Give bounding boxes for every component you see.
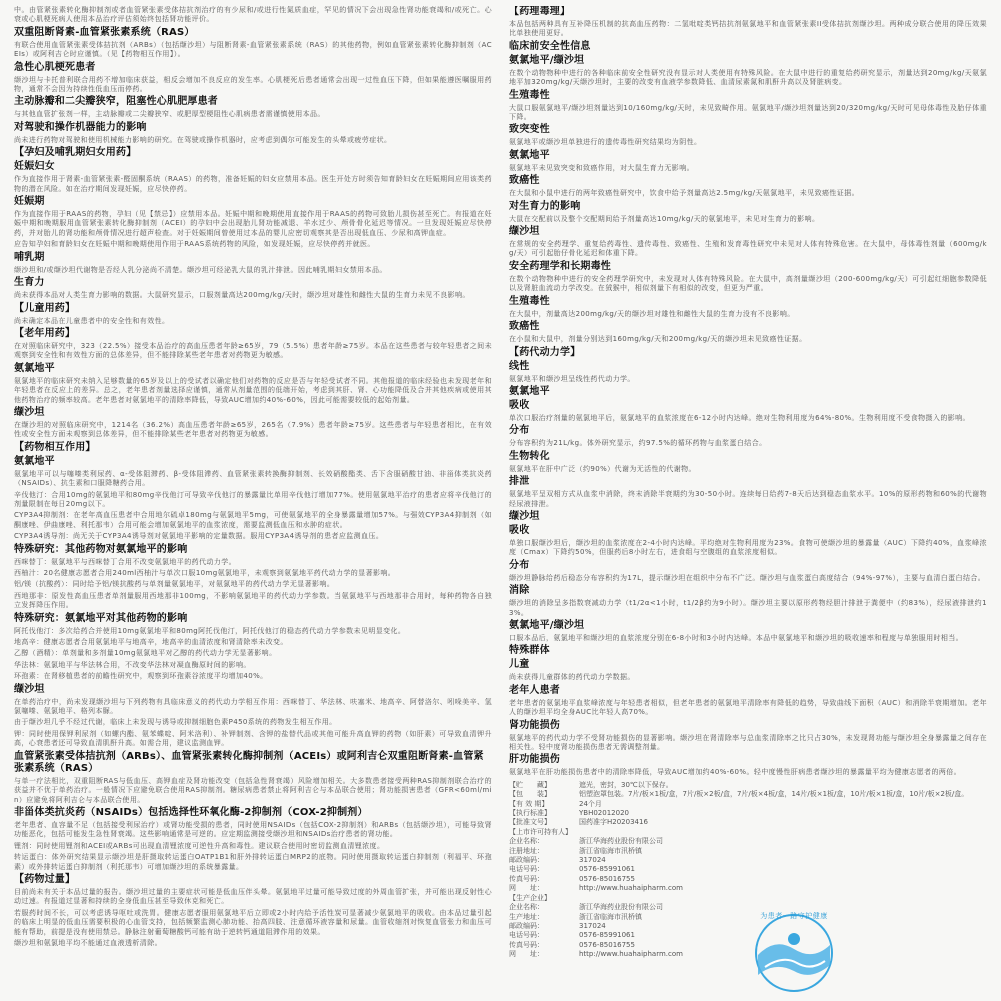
paragraph: 老年患者的氨氯地平血浆峰浓度与年轻患者相似，但老年患者的氨氯地平清除率有降低的趋势，导致曲线下面积（AUC）和消除半衰期增加。老年人的缬沙坦平均全身AUC比年轻人高70%。 <box>509 698 987 717</box>
paragraph: 有联合使用血管紧张素受体拮抗剂（ARBs）（包括缬沙坦）与阻断肾素-血管紧张素系统（RAS）的其他药物，例如血管紧张素转化酶抑制剂（ACEIs）或阿利吉仑时应谨慎。（见【药物相互作用】）。 <box>14 40 492 59</box>
product-info-row <box>509 790 987 799</box>
product-info-row <box>509 828 987 837</box>
section-heading: 特殊群体 <box>509 645 550 657</box>
product-info-row <box>509 894 987 903</box>
paragraph: 尚未获得本品对人类生育力影响的数据。大鼠研究显示，口服剂量高达200mg/kg/天时，缬沙坦对雄性和雌性大鼠的生育力未见不良影响。 <box>14 291 470 300</box>
section-heading: 主动脉瓣和二尖瓣狭窄，阻塞性心肌肥厚患者 <box>14 96 218 108</box>
product-info-label: 【批准文号】 <box>509 818 551 827</box>
left-column <box>14 6 492 995</box>
section-heading: 【药物相互作用】 <box>14 441 96 453</box>
section-heading: 线性 <box>509 360 530 372</box>
product-info-value: 317024 <box>579 921 606 930</box>
paragraph: 铝/镁（抗酸药）：同时给予铝/镁抗酸药与单剂量氨氯地平，对氨氯地平的药代动力学无显著影响。 <box>14 580 335 589</box>
paragraph: 氨氯地平的临床研究未纳入足够数量的65岁及以上的受试者以确定他们对药物的反应是否与年轻受试者不同。其他报道的临床经验也未发现老年和年轻患者在反应上的差异。总之，老年患者剂量选择应谨慎，通常从剂量范围的低端开始，考虑到其肝、肾、心功能降低及合并其他疾病或使用其他药物治疗的频率较高。老年患者对氨氯地平的清除率降低，导致AUC增加约40%-60%，因此可能需要较低的起始剂量。 <box>14 376 492 404</box>
product-info-value: 浙江省临海市汛桥镇 <box>579 912 642 921</box>
section-heading: 吸收 <box>509 399 530 411</box>
product-info-value <box>579 828 987 837</box>
paragraph: 氨氯地平和缬沙坦呈线性药代动力学。 <box>509 374 635 383</box>
section-heading: 儿童 <box>509 659 530 671</box>
section-heading: 血管紧张素受体拮抗剂（ARBs）、血管紧张素转化酶抑制剂（ACEIs）或阿利吉仑双重阻断肾素-血管紧张素系统（RAS） <box>14 750 484 774</box>
paragraph: 由于缬沙坦几乎不经过代谢，临床上未发现与诱导或抑制细胞色素P450系统的药物发生相互作用。 <box>14 718 337 727</box>
paragraph: 单独口服缬沙坦后，缬沙坦的血浆浓度在2-4小时内达峰。平均绝对生物利用度为23%。食物可使缬沙坦的暴露量（AUC）下降约40%，血浆峰浓度（Cmax）下降约50%，但服药后8小时左右，进食组与空腹组的血浆浓度相似。 <box>509 538 987 557</box>
product-info-label: 【贮 藏】 <box>509 780 551 789</box>
product-info-label: 电话号码： <box>509 865 544 874</box>
product-info-row <box>509 847 987 856</box>
paragraph: 西咪替丁：氨氯地平与西咪替丁合用不改变氨氯地平的药代动力学。 <box>14 557 236 566</box>
product-info-label: 网 址： <box>509 884 544 893</box>
product-info-value: 浙江省临海市汛桥镇 <box>579 846 642 855</box>
section-heading: 双重阻断肾素-血管紧张素系统（RAS） <box>14 26 195 38</box>
paragraph: 缬沙坦的消除呈多指数衰减动力学（t1/2α<1小时，t1/2β约为9小时）。缬沙坦主要以原形药物经胆汁排泄于粪便中（约83%），经尿液排泄约13%。 <box>509 599 987 617</box>
product-info-value: 0576-85016755 <box>579 940 635 949</box>
section-heading: 【药理毒理】 <box>509 6 571 17</box>
section-heading: 致癌性 <box>509 175 540 187</box>
section-heading: 致突变性 <box>509 124 550 136</box>
paragraph: 在单药治疗中，尚未发现缬沙坦与下列药物有具临床意义的药代动力学相互作用：西咪替丁、华法林、呋塞米、地高辛、阿替洛尔、吲哚美辛、氢氯噻嗪、氨氯地平、格列本脲。 <box>14 697 492 716</box>
product-info-value: 0576-85991061 <box>579 931 635 940</box>
paragraph: 老年患者、血容量不足（包括接受利尿治疗）或肾功能受损的患者，同时使用NSAIDs（包括COX-2抑制剂）和ARBs（包括缬沙坦），可能导致肾功能恶化，包括可能发生急性肾衰竭。这些影响通常是可逆的。应定期监测接受缬沙坦和NSAIDs治疗患者的肾功能。 <box>14 820 492 839</box>
paragraph: 口服本品后，氨氯地平和缬沙坦的血浆浓度分别在6-8小时和3小时内达峰。本品中氨氯地平和缬沙坦的吸收速率和程度与单独服用时相当。 <box>509 633 964 642</box>
paragraph: 尚未确定本品在儿童患者中的安全性和有效性。 <box>14 316 170 325</box>
product-info-row <box>509 781 987 790</box>
paragraph: 中。由管紧张素转化酶抑制剂或者血管紧张素受体拮抗剂治疗的有少尿和/或进行性氮质血症，罕见的情况下会出现急性肾功能衰竭和/或死亡。心衰或心肌梗死病人使用本品治疗评估须始终包括肾功能评价。 <box>14 6 492 24</box>
product-info-label: 传真号码： <box>509 874 544 883</box>
product-info-value: 0576-85016755 <box>579 874 635 883</box>
right-column <box>509 6 987 995</box>
product-info-label: 企业名称： <box>509 903 544 912</box>
paragraph: 锂剂：同时使用锂剂和ACEI或ARBs可出现血清锂浓度可逆性升高和毒性。建议联合使用时密切监测血清锂浓度。 <box>14 841 385 850</box>
section-heading: 生殖毒性 <box>509 89 550 101</box>
product-info-value: http://www.huahaipharm.com <box>579 884 683 893</box>
product-info-row <box>509 865 987 874</box>
section-heading: 氨氯地平 <box>509 149 550 161</box>
paragraph: 应告知孕妇和育龄妇女在妊娠中期和晚期使用作用于RAAS系统药物的风险，如发现妊娠，应尽快停药并就医。 <box>14 240 375 249</box>
paragraph: 尚未进行药物对驾驶和使用机械能力影响的研究。在驾驶或操作机器时，应考虑到偶尔可能发生的头晕或疲劳症状。 <box>14 135 392 144</box>
section-heading: 临床前安全性信息 <box>509 40 591 52</box>
section-heading: 生育力 <box>14 277 45 289</box>
product-info-label: 【包 装】 <box>509 790 551 799</box>
section-heading: 致癌性 <box>509 321 540 333</box>
paragraph: 在大鼠和小鼠中进行的两年致癌性研究中，饮食中给予剂量高达2.5mg/kg/天氨氯地平，未见致癌性证据。 <box>509 189 860 198</box>
paragraph: 本品包括两种具有互补降压机制的抗高血压药物：二氢吡啶类钙拮抗剂氨氯地平和血管紧张素II受体拮抗剂缬沙坦。两种成分联合使用的降压效果比单独使用更好。 <box>509 20 987 38</box>
paragraph: 在数个动物物种中进行的各种临床前安全性研究没有显示对人类使用有特殊风险。在大鼠中进行的重复给药研究显示，剂量达到20mg/kg/天氨氯地平加320mg/kg/天缬沙坦时，主要的改变有血液学参数降低、血清尿素氮和肌酐升高以及肾脏病变。 <box>509 68 987 87</box>
section-heading: 对生育力的影响 <box>509 200 581 212</box>
right-column-text <box>509 6 987 778</box>
paragraph: 在小鼠和大鼠中，剂量分别达到160mg/kg/天和200mg/kg/天的缬沙坦未见致癌性证据。 <box>509 335 807 344</box>
product-info-value: 铝塑泡罩包装。7片/板×1板/盒，7片/板×2板/盒，7片/板×4板/盒，14片/板×1板/盒，10片/板×1板/盒，10片/板×2板/盒。 <box>579 790 969 799</box>
section-heading: 【药物过量】 <box>14 873 76 885</box>
product-info-row <box>509 856 987 865</box>
section-heading: 生殖毒性 <box>509 295 550 307</box>
section-heading: 氨氯地平/缬沙坦 <box>509 54 585 66</box>
section-heading: 【药代动力学】 <box>509 346 581 358</box>
section-heading: 【儿童用药】 <box>14 302 76 314</box>
product-info-label: 网 址： <box>509 950 544 959</box>
paragraph: 华法林：氨氯地平与华法林合用，不改变华法林对凝血酶原时间的影响。 <box>14 660 251 669</box>
paragraph: 缬沙坦和氨氯地平均不能通过血液透析清除。 <box>14 938 162 947</box>
section-heading: 消除 <box>509 585 530 597</box>
product-info-value <box>579 894 987 903</box>
paragraph: 辛伐他汀：合用10mg的氨氯地平和80mg辛伐他汀可导致辛伐他汀的暴露量比单用辛伐他汀增加77%。使用氨氯地平治疗的患者应将辛伐他汀的剂量限制在每日20mg以下。 <box>14 490 492 508</box>
paragraph: 在对照临床研究中，323（22.5%）接受本品治疗的高血压患者年龄≥65岁，79（5.5%）患者年龄≥75岁。本品在这些患者与较年轻患者之间未观察到安全性和有效性方面的总体差异，但不能排除某些老年患者对药物更为敏感。 <box>14 341 492 360</box>
paragraph: 氨氯地平呈双相方式从血浆中消除，终末消除半衰期约为30-50小时。连续每日给药7-8天后达到稳态血浆水平。10%的原形药物和60%的代谢物经尿液排泄。 <box>509 490 987 508</box>
product-info-label: 【有 效 期】 <box>509 799 549 808</box>
section-heading: 非甾体类抗炎药（NSAIDs）包括选择性环氧化酶-2抑制剂（COX-2抑制剂） <box>14 806 368 818</box>
seal-slogan: 为患者一路守护健康 <box>760 912 828 920</box>
product-info-row <box>509 884 987 893</box>
paragraph: 若服药时间不长，可以考虑诱导呕吐或洗胃。健康志愿者服用氨氯地平后立即或2小时内给予活性炭可显著减少氨氯地平的吸收。由本品过量引起的临床上明显的低血压需要积极的心血管支持，包括频繁监测心肺功能、抬高四肢、注意循环液容量和尿量。血管收缩剂对恢复血管张力和血压可能有帮助，前提是没有使用禁忌。静脉注射葡萄糖酸钙可能有助于逆转钙通道阻滞作用的效果。 <box>14 908 492 936</box>
section-heading: 急性心肌梗死患者 <box>14 61 96 73</box>
product-info-value: 浙江华海药业股份有限公司 <box>579 837 663 846</box>
section-heading: 特殊研究：其他药物对氨氯地平的影响 <box>14 543 188 555</box>
product-info-row <box>509 875 987 884</box>
section-heading: 对驾驶和操作机器能力的影响 <box>14 121 147 133</box>
product-info-label: 生产地址： <box>509 912 544 921</box>
paragraph: 转运蛋白：体外研究结果显示缬沙坦是肝摄取转运蛋白OATP1B1和肝外排转运蛋白MRP2的底物。同时使用摄取转运蛋白抑制剂（利福平、环孢素）或外排转运蛋白抑制剂（利托那韦）可增加缬沙坦的系统暴露量。 <box>14 853 492 871</box>
paragraph: 西柚汁：20名健康志愿者合用240ml西柚汁与单次口服10mg氨氯地平，未观察到氨氯地平药代动力学的显著影响。 <box>14 569 396 577</box>
section-heading: 缬沙坦 <box>14 406 45 418</box>
paragraph: 单次口服治疗剂量的氨氯地平后，氨氯地平的血浆浓度在6-12小时内达峰。绝对生物利用度为64%-80%。生物利用度不受食物摄入的影响。 <box>509 413 970 422</box>
product-info-row <box>509 818 987 827</box>
section-heading: 生物转化 <box>509 450 550 462</box>
paragraph: 氨氯地平的药代动力学不受肾功能损伤的显著影响。缬沙坦在肾清除率与总血浆清除率之比只占30%，未发现肾功能与缬沙坦全身暴露量之间存在相关性。轻中度肾功能损伤患者无需调整剂量。 <box>509 733 987 751</box>
paragraph: 氨氯地平未见致突变和致癌作用，对大鼠生育力无影响。 <box>509 163 694 172</box>
product-info-label: 【上市许可持有人】 <box>509 827 572 836</box>
paragraph: 在常规的安全药理学、重复给药毒性、遗传毒性、致癌性、生殖和发育毒性研究中未见对人体有特殊危害。在大鼠中，母体毒性剂量（600mg/kg/天）可引起胎仔骨化延迟和体重下降。 <box>509 240 987 258</box>
paragraph: 在大鼠中，剂量高达200mg/kg/天的缬沙坦对雄性和雌性大鼠的生育力没有不良影响。 <box>509 309 795 318</box>
product-info-value: 24个月 <box>579 799 602 808</box>
paragraph: 氨氯地平在肝中广泛（约90%）代谢为无活性的代谢物。 <box>509 464 696 473</box>
paragraph: 分布容积约为21L/kg。体外研究显示，约97.5%的循环药物与血浆蛋白结合。 <box>509 439 767 448</box>
paragraph: 钾：同时使用保钾利尿剂（如螺内酯、氨苯蝶啶、阿米洛利）、补钾制剂、含钾的盐替代品或其他可能升高血钾的药物（如肝素）可导致血清钾升高，心衰患者还可导致血清肌酐升高。如需合用，建议监测血钾。 <box>14 729 492 748</box>
product-info-label: 企业名称： <box>509 837 544 846</box>
product-info-value: 317024 <box>579 856 606 865</box>
paragraph: 乙醇（酒精）：单剂量和多剂量10mg氨氯地平对乙醇的药代动力学无显著影响。 <box>14 649 277 658</box>
product-info-label: 邮政编码： <box>509 856 544 865</box>
section-heading: 特殊研究：氨氯地平对其他药物的影响 <box>14 612 188 624</box>
paragraph: 作为直接作用于肾素-血管紧张素-醛固酮系统（RAAS）的药物，准备妊娠的妇女应禁用本品。医生开处方时须告知育龄妇女在妊娠期间应用该类药物的潜在风险。如在治疗期间发现妊娠，应尽快停药。 <box>14 175 492 193</box>
section-heading: 肝功能损伤 <box>509 754 560 766</box>
product-info-row <box>509 800 987 809</box>
paragraph: 氨氯地平可以与噻嗪类利尿药、α-受体阻滞药、β-受体阻滞药、血管紧张素转换酶抑制剂、长效硝酸酯类、舌下含服硝酸甘油、非甾体类抗炎药（NSAIDs）、抗生素和口服降糖药合用。 <box>14 469 492 488</box>
section-heading: 缬沙坦 <box>509 510 540 522</box>
section-heading: 妊娠妇女 <box>14 161 55 173</box>
section-heading: 氨氯地平 <box>14 362 55 374</box>
section-heading: 妊娠期 <box>14 196 45 208</box>
product-info-row <box>509 837 987 846</box>
paragraph: 缬沙坦和/或缬沙坦代谢物是否经人乳分泌尚不清楚。缬沙坦可经泌乳大鼠的乳汁排泄。因此哺乳期妇女禁用本品。 <box>14 265 387 274</box>
section-heading: 哺乳期 <box>14 251 45 263</box>
product-info-label: 【执行标准】 <box>509 809 551 818</box>
paragraph: CYP3A4抑制剂：在老年高血压患者中合用地尔硫卓180mg与氨氯地平5mg，可使氨氯地平的全身暴露量增加57%。与强效CYP3A4抑制剂（如酮康唑、伊曲康唑、利托那韦）合用可能会增加氨氯地平的血浆浓度，需要监测低血压和水肿的症状。 <box>14 511 492 529</box>
paragraph: 尚未获得儿童群体的药代动力学数据。 <box>509 673 635 682</box>
paragraph: 氨氯地平在肝功能损伤患者中的清除率降低，导致AUC增加约40%-60%。轻中度慢性肝病患者缬沙坦的暴露量平均为健康志愿者的两倍。 <box>509 768 962 777</box>
product-info-label: 注册地址： <box>509 846 544 855</box>
paragraph: 与其他血管扩张剂一样，主动脉瓣或二尖瓣狭窄、或肥厚型梗阻性心肌病患者需谨慎使用本品。 <box>14 110 325 119</box>
paragraph: CYP3A4诱导剂：尚无关于CYP3A4诱导剂对氨氯地平影响的定量数据。服用CYP3A4诱导剂的患者应监测血压。 <box>14 532 384 541</box>
product-info-label: 【生产企业】 <box>509 893 551 902</box>
product-info-value: YBH02012020 <box>579 809 629 818</box>
section-heading: 氨氯地平 <box>14 455 55 467</box>
paragraph: 阿托伐他汀：多次给药合并使用10mg氨氯地平和80mg阿托伐他汀，阿托伐他汀的稳态药代动力学参数未见明显变化。 <box>14 626 406 635</box>
section-heading: 缬沙坦 <box>14 683 45 695</box>
product-info-value: 国药准字H20203416 <box>579 818 648 827</box>
section-heading: 分布 <box>509 425 530 437</box>
section-heading: 老年人患者 <box>509 684 560 696</box>
section-heading: 氨氯地平 <box>509 385 550 397</box>
section-heading: 肾功能损伤 <box>509 719 560 731</box>
product-info-label: 电话号码： <box>509 931 544 940</box>
paragraph: 地高辛：健康志愿者合用氨氯地平与地高辛，地高辛的血清浓度和肾清除率未改变。 <box>14 638 288 647</box>
paragraph: 目前尚未有关于本品过量的报告。缬沙坦过量的主要症状可能是低血压伴头晕。氨氯地平过量可能导致过度的外周血管扩张，并可能出现反射性心动过速。有报道过显著和持续的全身低血压甚至导致休克和死亡。 <box>14 887 492 906</box>
section-heading: 排泄 <box>509 476 530 488</box>
company-seal-logo <box>745 905 843 995</box>
product-info-value: 遮光，密封，30℃以下保存。 <box>579 780 673 789</box>
paragraph: 大鼠在交配前以及整个交配期间给予剂量高达10mg/kg/天的氨氯地平，未见对生育力的影响。 <box>509 214 820 223</box>
section-heading: 氨氯地平/缬沙坦 <box>509 619 585 631</box>
section-heading: 【孕妇及哺乳期妇女用药】 <box>14 147 137 159</box>
paragraph: 大鼠口服氨氯地平/缬沙坦剂量达到10/160mg/kg/天时，未见致畸作用。氨氯地平/缬沙坦剂量达到20/320mg/kg/天时可见母体毒性及胎仔体重下降。 <box>509 103 987 122</box>
section-heading: 【老年用药】 <box>14 327 76 339</box>
product-info-value: http://www.huahaipharm.com <box>579 950 683 959</box>
section-heading: 吸收 <box>509 524 530 536</box>
product-info-label: 邮政编码： <box>509 921 544 930</box>
product-info-value: 0576-85991061 <box>579 865 635 874</box>
paragraph: 在数个动物物种中进行的安全药理学研究中，未发现对人体有特殊风险。在大鼠中，高剂量缬沙坦（200-600mg/kg/天）可引起红细胞参数降低以及肾脏血流动力学改变。在狨猴中，相似剂量下有相似的改变，但更为严重。 <box>509 274 987 293</box>
section-heading: 安全药理学和长期毒性 <box>509 260 611 272</box>
section-heading: 缬沙坦 <box>509 226 540 238</box>
paragraph: 缬沙坦与卡托普利联合用药不增加临床获益，相反会增加不良反应的发生率。心肌梗死后患者通常会出现一过性血压下降，但如果能遵医嘱服用药物，通常不会因为持续性低血压而停药。 <box>14 75 492 94</box>
paragraph: 氨氯地平或缬沙坦单独进行的遗传毒性研究结果均为阴性。 <box>509 138 702 147</box>
paragraph: 西地那非：原发性高血压患者单剂量服用西地那非100mg，不影响氨氯地平的药代动力学参数。当氨氯地平与西地那非合用时，每种药物各自独立发挥降压作用。 <box>14 591 492 610</box>
paragraph: 环孢素：在肾移植患者的前瞻性研究中，观察到环孢素谷浓度平均增加40%。 <box>14 672 268 681</box>
paragraph: 在缬沙坦的对照临床研究中，1214名（36.2%）高血压患者年龄≥65岁，265名（7.9%）患者年龄≥75岁。这些患者与年轻患者相比，在有效性或安全性方面未观察到总体差异，但不能排除某些老年患者对药物更为敏感。 <box>14 420 492 439</box>
paragraph: 与单一疗法相比，双重阻断RAS与低血压、高钾血症及肾功能改变（包括急性肾衰竭）风险增加相关。大多数患者接受两种RAS抑制剂联合治疗的获益并不优于单药治疗。一般情况下应避免联合使用RAS抑制剂。糖尿病患者禁止将阿利吉仑与本品联合使用；肾功能损害患者（GFR<60ml/min）应避免将阿利吉仑与本品联合使用。 <box>14 776 492 804</box>
product-info-label: 传真号码： <box>509 940 544 949</box>
product-info-value: 浙江华海药业股份有限公司 <box>579 903 663 912</box>
paragraph: 作为直接作用于RAAS的药物，孕妇（见【禁忌】）应禁用本品。妊娠中期和晚期使用直接作用于RAAS的药物可致胎儿损伤甚至死亡。有报道在妊娠中期和晚期服用血管紧张素转化酶抑制剂（ACEI）的孕妇中会出现胎儿肾功能减退、羊水过少、颅骨骨化延迟等情况。一旦发现妊娠应尽快停药，并对胎儿的肾功能和颅骨情况进行超声检查。对于妊娠期间曾使用过本品的婴儿应密切观察其是否出现低血压、少尿和高钾血症。 <box>14 210 492 237</box>
section-heading: 分布 <box>509 559 530 571</box>
paragraph: 缬沙坦静脉给药后稳态分布容积约为17L，提示缬沙坦在组织中分布不广泛。缬沙坦与血浆蛋白高度结合（94%-97%），主要与血清白蛋白结合。 <box>509 573 986 582</box>
